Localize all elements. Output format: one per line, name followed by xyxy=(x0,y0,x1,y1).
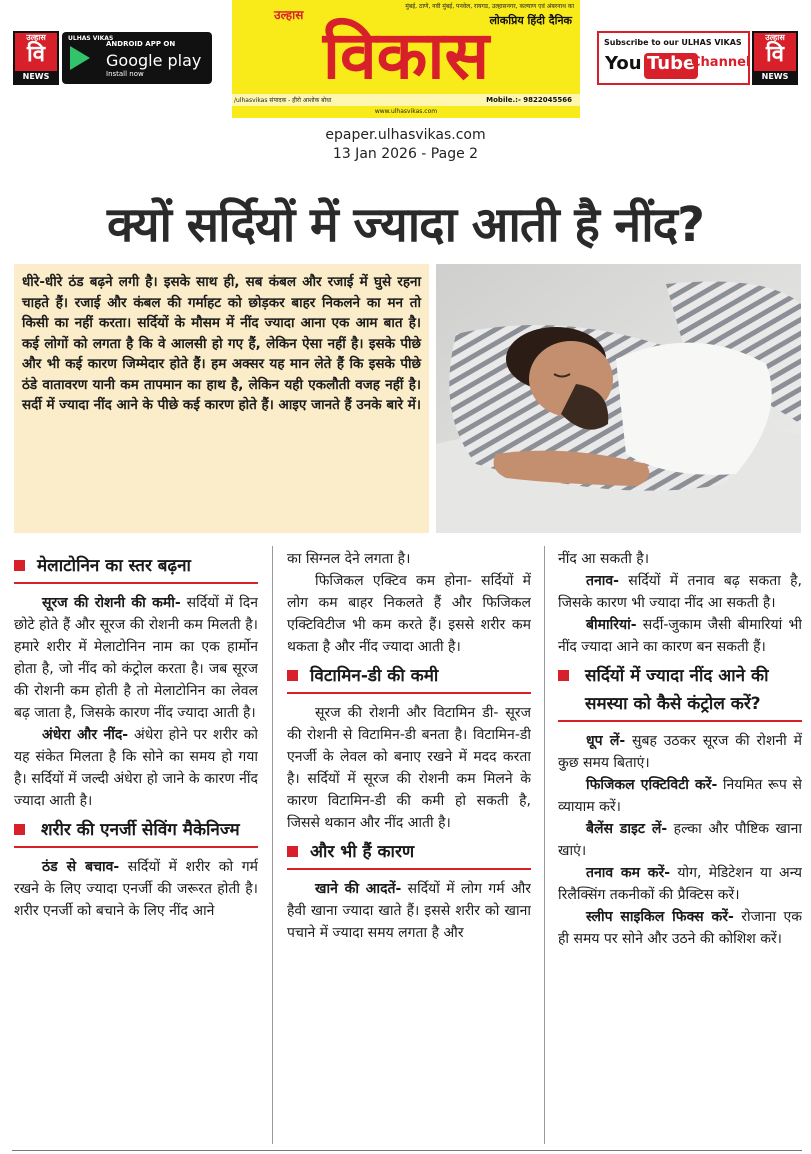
ulhas-news-logo-right: उल्हास वि NEWS xyxy=(752,31,798,85)
article-column-1 xyxy=(14,548,258,1144)
paragraph-vitamin-d: सूरज की रोशनी और विटामिन डी- सूरज की रोशनी से विटामिन-डी बनता है। विटामिन-डी एनर्जी के लेवल को बनाए रखने में मदद करता है। सर्दियों में सूरज की रोशनी कम मिलने के कारण विटामिन-डी की कमी हो सकती है, जिससे थकान और नींद आती है। xyxy=(287,705,531,831)
tip-sunlight: धूप लें- सुबह उठकर सूरज की रोशनी में कुछ समय बिताएं। xyxy=(558,733,802,771)
subheading-melatonin: मेलाटोनिन का स्तर बढ़ना xyxy=(14,552,258,584)
tip-balanced-diet: बैलेंस डाइट लें- हल्का और पौष्टिक खाना खाएं। xyxy=(558,821,802,859)
masthead-mobile: Mobile.:- 9822045566 xyxy=(486,96,572,104)
play-store-line3: Install now xyxy=(106,70,144,78)
subheading-vitamin-d: विटामिन-डी की कमी xyxy=(287,662,531,694)
article-column-3 xyxy=(558,548,802,1144)
bullet-square-icon xyxy=(558,670,569,681)
paragraph-illness: बीमारियां- सर्दी-जुकाम जैसी बीमारियां भी नींद ज्यादा आने का कारण बन सकती हैं। xyxy=(558,617,802,655)
google-play-banner[interactable] xyxy=(62,32,212,84)
youtube-subscribe-banner[interactable] xyxy=(597,31,750,85)
masthead-website[interactable]: www.ulhasvikas.com xyxy=(374,108,438,115)
paragraph-darkness: अंधेरा और नींद- अंधेरा होने पर शरीर को यह संकेत मिलता है कि सोने का समय हो गया है। सर्दियों में जल्दी अंधेरा हो जाने के कारण नींद ज्यादा आती है। xyxy=(14,727,258,809)
tip-exercise: फिजिकल एक्टिविटी करें- नियमित रूप से व्यायाम करें। xyxy=(558,777,802,815)
ulhas-news-logo-left: उल्हास वि NEWS xyxy=(13,31,59,85)
youtube-subscribe-text: Subscribe to our ULHAS VIKAS xyxy=(604,38,742,47)
masthead-tagline: लोकप्रिय हिंदी दैनिक xyxy=(489,14,572,27)
bullet-square-icon xyxy=(287,846,298,857)
play-store-line2: Google play xyxy=(106,51,202,70)
masthead-social-line: /ulhasvikas संपादक - हीरो आशोक बोधा xyxy=(234,97,332,104)
newspaper-masthead xyxy=(232,0,580,118)
masthead-title: विकास xyxy=(322,17,490,94)
paragraph-eating-habits: खाने की आदतें- सर्दियों में लोग गर्म और हैवी खाना ज्यादा खाते हैं। इससे शरीर को खाना पचाने में ज्यादा समय लगता है और xyxy=(287,881,531,941)
column-divider xyxy=(272,546,273,1144)
epaper-url[interactable]: epaper.ulhasvikas.com xyxy=(325,127,486,143)
sleeping-man-photo xyxy=(436,264,801,533)
bullet-square-icon xyxy=(14,824,25,835)
masthead-coverage-areas: मुंबई, ठाणे, नवी मुंबई, पनवेल, रायगड, उल्हासनगर, कल्याण एवं अंबरनाथ का xyxy=(405,3,574,10)
subheading-other-reasons: और भी हैं कारण xyxy=(287,838,531,870)
play-store-line1: ANDROID APP ON xyxy=(106,40,176,48)
play-store-brand: ULHAS VIKAS xyxy=(68,35,114,42)
youtube-tube: Tube xyxy=(644,53,698,79)
tip-sleep-cycle: स्लीप साइकिल फिक्स करें- रोजाना एक ही समय पर सोने और उठने की कोशिश करें। xyxy=(558,909,802,947)
paragraph-physical-activity: फिजिकल एक्टिव कम होना- सर्दियों में लोग कम बाहर निकलते हैं और फिजिकल एक्टिविटीज भी कम करते हैं। इससे शरीर कम थकता है और नींद ज्यादा आती है। xyxy=(287,573,531,655)
paragraph-continuation: नींद आ सकती है। xyxy=(558,551,650,567)
bullet-square-icon xyxy=(287,670,298,681)
article-column-2 xyxy=(287,548,531,1144)
article-intro: धीरे-धीरे ठंड बढ़ने लगी है। इसके साथ ही, सब कंबल और रजाई में घुसे रहना चाहते हैं। रजाई और कंबल की गर्माहट को छोड़कर बाहर निकलने का मन तो किसी का नहीं करता। सर्दियों के मौसम में नींद ज्यादा आना एक आम बात है। कई लोगों को लगता है कि वे आलसी हो गए हैं, लेकिन ऐसा नहीं है। इसके पीछे और भी कई कारण जिम्मेदार होते हैं। हम अक्सर यह मान लेते हैं कि इसके पीछे ठंडे वातावरण यानी कम तापमान का हाथ है, लेकिन यही एकलौती वजह नहीं है। सर्दी में ज्यादा नींद आने के पीछे कई कारण होते हैं। आइए जानते हैं उनके बारे में। xyxy=(14,264,429,533)
column-divider xyxy=(544,546,545,1144)
bullet-square-icon xyxy=(14,560,25,571)
subheading-how-to-control: सर्दियों में ज्यादा नींद आने की समस्या को कैसे कंट्रोल करें? xyxy=(558,662,802,722)
page-bottom-rule xyxy=(12,1150,802,1151)
article-headline: क्यों सर्दियों में ज्यादा आती है नींद? xyxy=(107,197,704,253)
paragraph-cold-protection: ठंड से बचाव- सर्दियों में शरीर को गर्म रखने के लिए ज्यादा एनर्जी की जरूरत होती है। शरीर एनर्जी को बचाने के लिए नींद आने xyxy=(14,859,258,919)
subheading-energy-saving: शरीर की एनर्जी सेविंग मैकेनिज्म xyxy=(14,816,258,848)
masthead-small-title: उल्हास xyxy=(274,8,304,22)
play-store-icon xyxy=(70,46,90,70)
tip-reduce-stress: तनाव कम करें- योग, मेडिटेशन या अन्य रिलैक्सिंग तकनीकों की प्रैक्टिस करें। xyxy=(558,865,802,903)
paragraph-sunlight: सूरज की रोशनी की कमी- सर्दियों में दिन छोटे होते हैं और सूरज की रोशनी कम मिलती है। हमारे शरीर में मेलाटोनिन नाम का एक हार्मोन होता है, जो नींद को कंट्रोल करता है। जब सूरज की रोशनी कम होती है तो मेलाटोनिन का लेवल बढ़ जाता है, जिसके कारण नींद ज्यादा आती है। xyxy=(14,595,258,721)
paragraph-continuation: का सिग्नल देने लगता है। xyxy=(287,551,411,567)
youtube-channel: Channel xyxy=(691,55,751,70)
paragraph-stress: तनाव- सर्दियों में तनाव बढ़ सकता है, जिसके कारण भी ज्यादा नींद आ सकती है। xyxy=(558,573,802,611)
epaper-date: 13 Jan 2026 - Page 2 xyxy=(332,146,479,162)
youtube-you: You xyxy=(605,53,642,74)
